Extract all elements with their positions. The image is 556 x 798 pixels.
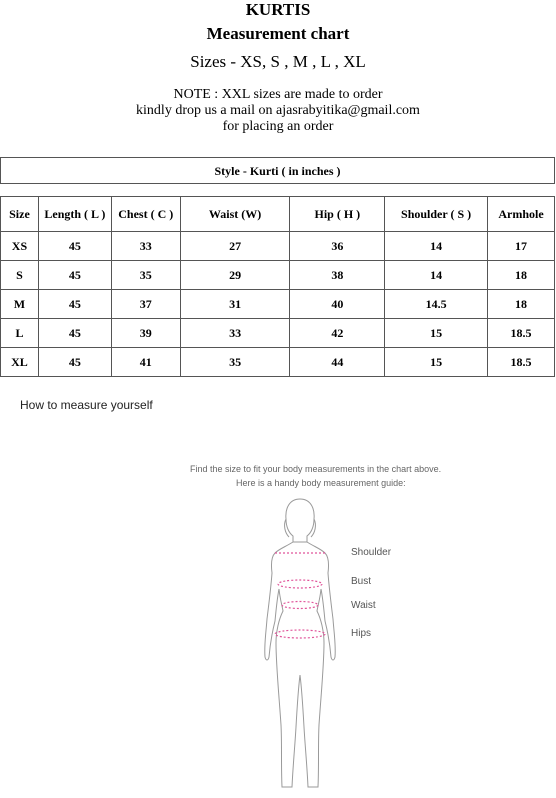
table-cell: 31: [180, 290, 290, 319]
guide-text-line-2: Here is a handy body measurement guide:: [236, 478, 406, 488]
table-cell: 18: [488, 261, 555, 290]
table-cell: 14: [385, 232, 488, 261]
table-cell: 45: [38, 232, 111, 261]
measurement-table: [0, 196, 555, 377]
table-cell: 14.5: [385, 290, 488, 319]
table-cell: 35: [111, 261, 180, 290]
table-cell: 44: [290, 348, 385, 377]
note-line-2: kindly drop us a mail on ajasrabyitika@gmail.com: [136, 103, 420, 118]
header-cell: Armhole: [488, 197, 555, 232]
table-cell: 39: [111, 319, 180, 348]
table-row: [1, 261, 555, 290]
table-cell: 40: [290, 290, 385, 319]
table-cell: L: [1, 319, 39, 348]
table-cell: 18.5: [488, 319, 555, 348]
table-cell: 45: [38, 319, 111, 348]
table-cell: 42: [290, 319, 385, 348]
table-cell: 29: [180, 261, 290, 290]
table-header-row: [1, 197, 555, 232]
style-label: Style - Kurti ( in inches ): [0, 157, 555, 184]
table-cell: 33: [180, 319, 290, 348]
how-to-measure-heading: How to measure yourself: [20, 398, 153, 412]
bust-label: Bust: [351, 576, 372, 587]
table-cell: 33: [111, 232, 180, 261]
table-row: [1, 232, 555, 261]
table-cell: 45: [38, 261, 111, 290]
table-cell: S: [1, 261, 39, 290]
header-cell: Shoulder ( S ): [385, 197, 488, 232]
table-cell: 14: [385, 261, 488, 290]
header-cell: Size: [1, 197, 39, 232]
table-cell: XS: [1, 232, 39, 261]
guide-text-line-1: Find the size to fit your body measurements in the chart above.: [190, 464, 442, 474]
table-cell: 37: [111, 290, 180, 319]
table-cell: 17: [488, 232, 555, 261]
table-cell: M: [1, 290, 39, 319]
shoulder-label: Shoulder: [351, 547, 392, 558]
header-cell: Waist (W): [180, 197, 290, 232]
chart-subtitle: Measurement chart: [206, 24, 350, 43]
table-cell: 41: [111, 348, 180, 377]
measurement-lines: [275, 553, 325, 638]
note-line-3: for placing an order: [222, 119, 334, 134]
header-cell: Hip ( H ): [290, 197, 385, 232]
table-row: [1, 319, 555, 348]
table-row: [1, 290, 555, 319]
table-cell: 36: [290, 232, 385, 261]
table-cell: 38: [290, 261, 385, 290]
table-cell: 45: [38, 290, 111, 319]
sizes-line: Sizes - XS, S , M , L , XL: [190, 52, 366, 71]
header-cell: Chest ( C ): [111, 197, 180, 232]
table-cell: 18: [488, 290, 555, 319]
note-line-1: NOTE : XXL sizes are made to order: [173, 87, 383, 102]
waist-label: Waist: [351, 600, 376, 611]
hips-label: Hips: [351, 628, 372, 639]
table-cell: 18.5: [488, 348, 555, 377]
table-cell: 15: [385, 319, 488, 348]
body-silhouette-illustration: [255, 495, 345, 795]
table-cell: 45: [38, 348, 111, 377]
table-cell: 27: [180, 232, 290, 261]
table-cell: 35: [180, 348, 290, 377]
table-row: [1, 348, 555, 377]
page-title: KURTIS: [245, 0, 311, 19]
table-cell: XL: [1, 348, 39, 377]
table-cell: 15: [385, 348, 488, 377]
header-cell: Length ( L ): [38, 197, 111, 232]
